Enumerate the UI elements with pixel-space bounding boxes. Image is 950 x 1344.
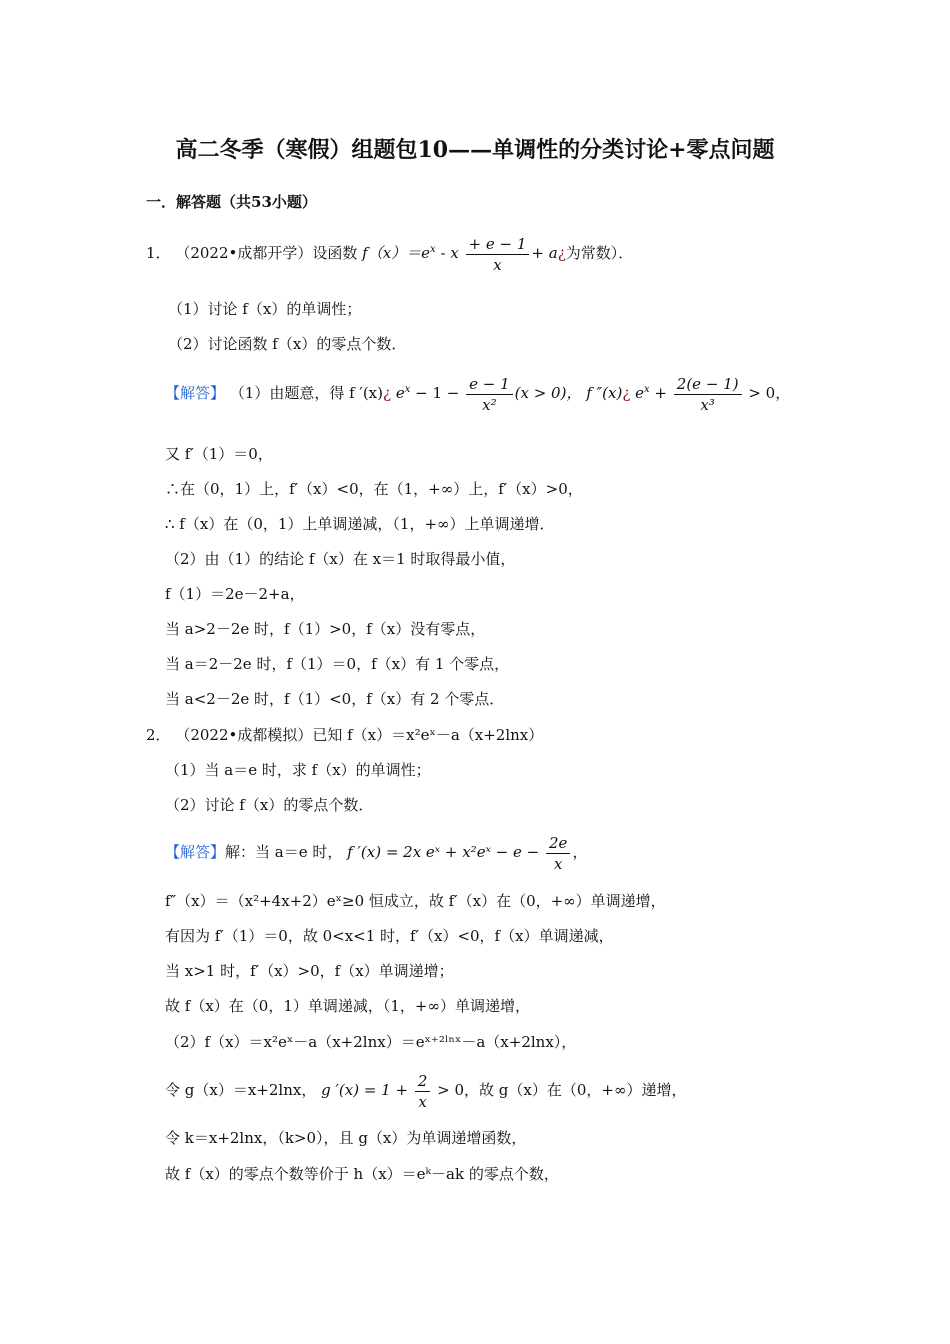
- problem-1-frac-den: x: [493, 255, 502, 274]
- problem-1-answer-frac2-num: 2(e − 1): [674, 374, 742, 395]
- problem-2-answer-line: [165, 830, 587, 874]
- section-heading: 一．解答题（共53小题）: [146, 193, 317, 211]
- problem-1-line-7: 当 a>2－2e 时，f（1）>0，f（x）没有零点，: [165, 620, 486, 638]
- problem-2-line-7-math: g ′(x) = 1 +: [321, 1081, 409, 1099]
- problem-2-answer-frac-num: 2e: [546, 833, 570, 854]
- problem-1-answer-fraction: [466, 374, 513, 415]
- problem-2-answer-end: ，: [572, 843, 588, 861]
- problem-1-tail-a: + a: [531, 244, 558, 262]
- problem-1-answer-end: > 0，: [743, 384, 791, 402]
- problem-2-q1: （1）当 a＝e 时，求 f（x）的单调性；: [165, 761, 431, 779]
- problem-1-answer-frac2-den: x³: [700, 395, 715, 414]
- problem-1-answer-exp: x: [404, 384, 411, 395]
- problem-2-answer-lead: 解：当 a＝e 时，: [225, 843, 343, 861]
- problem-1-answer-f2: f ″(x): [581, 384, 623, 402]
- problem-1-line-4: ∴ f（x）在（0，1）上单调递减，（1，+∞）上单调递增．: [165, 515, 555, 533]
- problem-1-line-8: 当 a＝2－2e 时，f（1）＝0，f（x）有 1 个零点，: [165, 655, 510, 673]
- problem-2-answer-fraction: [546, 833, 570, 874]
- problem-1-line-5: （2）由（1）的结论 f（x）在 x＝1 时取得最小值，: [165, 550, 516, 568]
- problem-2-line-7-frac-num: 2: [415, 1071, 431, 1092]
- problem-1-q1: （1）讨论 f（x）的单调性；: [168, 300, 362, 318]
- problem-1-frac-num: + e − 1: [466, 234, 530, 255]
- problem-1-answer-frac-num: e − 1: [466, 374, 513, 395]
- problem-2-line-9: 故 f（x）的零点个数等价于 h（x）＝eᵏ－ak 的零点个数，: [165, 1165, 559, 1183]
- problem-2-line-6: （2）f（x）＝x²eˣ－a（x+2lnx）＝eˣ⁺²ˡⁿˣ－a（x+2lnx），: [165, 1033, 577, 1051]
- page-title: 高二冬季（寒假）组题包10——单调性的分类讨论+零点问题: [175, 137, 775, 163]
- problem-2-line-5: 故 f（x）在（0，1）单调递减，（1，+∞）单调递增，: [165, 997, 530, 1015]
- problem-2-q2: （2）讨论 f（x）的零点个数．: [165, 796, 374, 814]
- problem-1-answer-line: [165, 368, 790, 415]
- problem-2-line-2: f″（x）＝（x²+4x+2）eˣ≥0 恒成立，故 f′（x）在（0，+∞）单调递增，: [165, 892, 666, 910]
- problem-1-answer-exp2: x: [644, 384, 650, 395]
- problem-1-minus: - x: [435, 244, 459, 262]
- problem-1-answer-frac-den: x²: [482, 395, 497, 414]
- problem-2-line-3: 有因为 f′（1）＝0，故 0<x<1 时，f′（x）<0，f（x）单调递减，: [165, 927, 614, 945]
- answer-label-2: 【解答】: [165, 843, 226, 861]
- problem-2-line-7: [165, 1068, 686, 1112]
- problem-2-stem: [146, 725, 543, 745]
- problem-1-q2: （2）讨论函数 f（x）的零点个数．: [168, 335, 407, 353]
- problem-1-line-3: ∴在（0，1）上，f′（x）<0，在（1，+∞）上，f′（x）>0，: [165, 480, 583, 498]
- problem-2-line-8: 令 k＝x+2lnx，（k>0），且 g（x）为单调递增函数，: [165, 1129, 527, 1147]
- problem-1-line-9: 当 a<2－2e 时，f（1）<0，f（x）有 2 个零点．: [165, 690, 505, 708]
- problem-1-answer-lead: （1）由题意，得 f ′(x): [229, 384, 383, 402]
- problem-1-answer-mid: − 1 −: [410, 384, 460, 402]
- problem-1-exp: x: [430, 244, 436, 255]
- problem-1-stem: [146, 230, 633, 275]
- problem-1-tail: 为常数）．: [565, 244, 634, 262]
- problem-1-answer-fraction-2: [674, 374, 742, 415]
- problem-1-answer-qmark-2: ¿: [622, 384, 631, 402]
- problem-1-answer-qmark: ¿: [383, 384, 392, 402]
- problem-1-answer-plus: +: [649, 384, 667, 402]
- problem-1-fraction: [466, 234, 530, 275]
- problem-1-qmark: ¿: [557, 244, 566, 262]
- problem-2-answer-math: f ′(x) = 2x eˣ + x²eˣ − e −: [347, 843, 540, 861]
- problem-2-number: 2．: [146, 726, 171, 744]
- problem-1-answer-cond: (x > 0)，: [514, 384, 582, 402]
- problem-2-line-7-fraction: [415, 1071, 431, 1112]
- problem-1-source: （2022•成都开学）设函数: [175, 244, 358, 262]
- problem-1-answer-e2: e: [630, 384, 645, 402]
- problem-2-line-7-frac-den: x: [418, 1092, 427, 1111]
- problem-1-answer-e: e: [391, 384, 405, 402]
- problem-2-stem-text: （2022•成都模拟）已知 f（x）＝x²eˣ－a（x+2lnx）: [175, 726, 544, 744]
- problem-2-line-4: 当 x>1 时，f′（x）>0，f（x）单调递增；: [165, 962, 454, 980]
- problem-2-answer-frac-den: x: [553, 854, 563, 873]
- problem-2-line-7-lead: 令 g（x）＝x+2lnx，: [165, 1081, 317, 1099]
- problem-1-number: 1．: [146, 244, 171, 262]
- problem-1-line-6: f（1）＝2e－2+a，: [165, 585, 305, 603]
- problem-2-line-7-end: > 0，故 g（x）在（0，+∞）递增，: [432, 1081, 687, 1099]
- problem-1-fx: f（x）＝e: [362, 244, 431, 262]
- problem-1-line-2: 又 f′（1）＝0，: [165, 445, 273, 463]
- answer-label: 【解答】: [165, 384, 226, 402]
